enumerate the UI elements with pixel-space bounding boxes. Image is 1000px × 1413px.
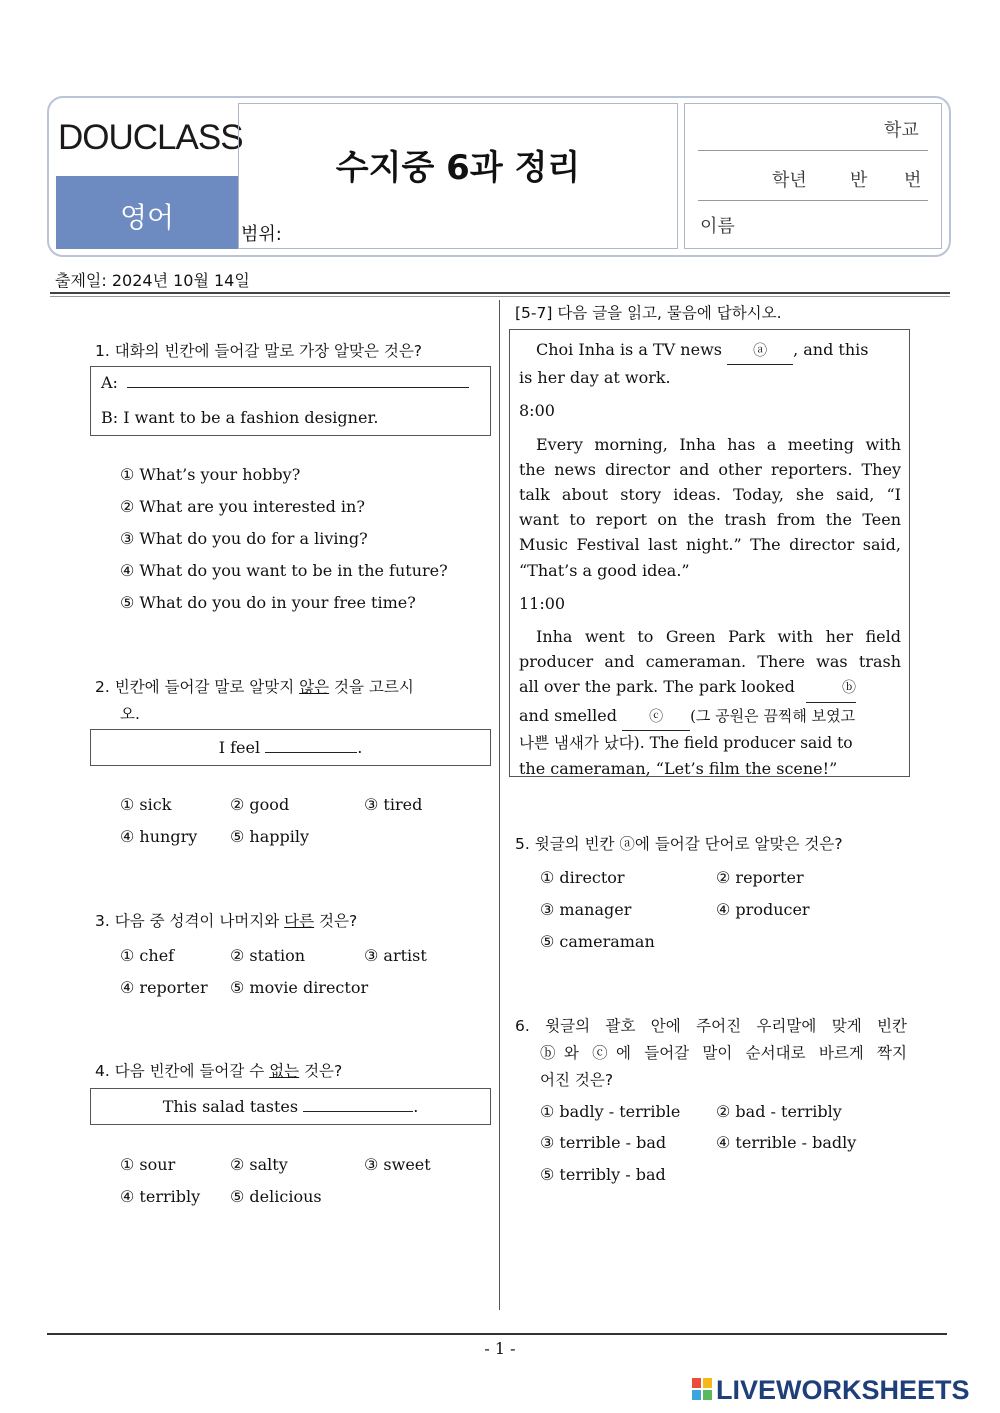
footer-rule bbox=[47, 1333, 947, 1335]
option[interactable]: ② station bbox=[230, 946, 306, 965]
passage-paragraph: Every morning, Inha has a meeting with the news director and other reporters. They talk about story ideas. Today, she said, “I want to report on the trash from the Teen Music Festival last night.” The director said, “That’s a good idea.” bbox=[519, 434, 901, 580]
option[interactable]: ① What’s your hobby? bbox=[120, 465, 301, 484]
option[interactable]: ① sick bbox=[120, 795, 172, 814]
question-2: 2. 빈칸에 들어갈 말로 알맞지 않은 것을 고르시 오. bbox=[95, 678, 414, 723]
question-1: 1. 대화의 빈칸에 들어갈 말로 가장 알맞은 것은? bbox=[95, 342, 423, 360]
exam-date: 출제일: 2024년 10월 14일 bbox=[55, 271, 250, 290]
header-rule bbox=[50, 292, 950, 294]
question-4: 4. 다음 빈칸에 들어갈 수 없는 것은? bbox=[95, 1062, 343, 1080]
option[interactable]: ③ tired bbox=[364, 795, 423, 814]
number-label: 번 bbox=[904, 170, 922, 191]
answer-blank[interactable] bbox=[127, 387, 469, 388]
header-rule bbox=[50, 296, 950, 297]
option[interactable]: ② What are you interested in? bbox=[120, 497, 365, 516]
option[interactable]: ⑤ What do you do in your free time? bbox=[120, 593, 416, 612]
sentence-box: This salad tastes . bbox=[90, 1088, 491, 1125]
option[interactable]: ⑤ terribly - bad bbox=[540, 1165, 666, 1184]
info-divider bbox=[698, 150, 928, 151]
options-list bbox=[120, 459, 448, 619]
blank-c[interactable]: ⓒ bbox=[622, 705, 690, 731]
school-label: 학교 bbox=[884, 120, 919, 141]
passage-paragraph: Inha went to Green Park with her field producer and cameraman. There was trash all over the park. The park looked ⓑ and smelled ⓒ (그 공원은 끔찍해 보였고 나쁜 냄새가 났다). The field producer said to the cameraman, “Let’s film the scene!” bbox=[519, 627, 901, 779]
option[interactable]: ⑤ delicious bbox=[230, 1187, 322, 1206]
grade-label: 학년 bbox=[772, 170, 807, 191]
option[interactable]: ① director bbox=[540, 868, 625, 887]
time-label: 11:00 bbox=[519, 593, 566, 613]
dialogue-box bbox=[90, 366, 491, 436]
passage-line: and smelled ⓒ (그 공원은 끔찍해 보였고 bbox=[519, 703, 901, 731]
answer-blank[interactable] bbox=[265, 734, 357, 753]
option[interactable]: ③ manager bbox=[540, 900, 632, 919]
option[interactable]: ② reporter bbox=[716, 868, 804, 887]
column-divider bbox=[499, 300, 500, 1310]
range-label: 범위: bbox=[241, 224, 282, 245]
option[interactable]: ② salty bbox=[230, 1155, 288, 1174]
option[interactable]: ④ What do you want to be in the future? bbox=[120, 561, 448, 580]
question-6: 6. 윗글의 괄호 안에 주어진 우리말에 맞게 빈칸 ⓑ와 ⓒ에 들어갈 말이 순서대로 바르게 짝지 어진 것은? bbox=[515, 1017, 907, 1089]
info-divider bbox=[698, 200, 928, 201]
passage-text bbox=[519, 337, 901, 781]
dialogue-line-a: A: bbox=[101, 373, 469, 392]
page-number: - 1 - bbox=[484, 1339, 516, 1358]
passage-line: all over the park. The park looked ⓑ bbox=[519, 674, 901, 702]
sentence-box: I feel . bbox=[90, 729, 491, 766]
option[interactable]: ④ terribly bbox=[120, 1187, 201, 1206]
blank-b[interactable]: ⓑ bbox=[806, 676, 856, 702]
liveworksheets-logo: LIVEWORKSHEETS bbox=[716, 1375, 970, 1405]
class-label: 반 bbox=[850, 170, 868, 191]
option[interactable]: ④ producer bbox=[716, 900, 810, 919]
passage-line: is her day at work. bbox=[519, 368, 671, 388]
passage-heading: [5-7] 다음 글을 읽고, 물음에 답하시오. bbox=[515, 304, 782, 322]
option[interactable]: ① chef bbox=[120, 946, 175, 965]
answer-blank[interactable] bbox=[303, 1093, 413, 1112]
option[interactable]: ① badly - terrible bbox=[540, 1102, 681, 1121]
option[interactable]: ⑤ cameraman bbox=[540, 932, 655, 951]
option[interactable]: ③ terrible - bad bbox=[540, 1133, 667, 1152]
question-3: 3. 다음 중 성격이 나머지와 다른 것은? bbox=[95, 912, 358, 930]
question-5: 5. 윗글의 빈칸 ⓐ에 들어갈 단어로 알맞은 것은? bbox=[515, 835, 843, 853]
time-label: 8:00 bbox=[519, 401, 555, 421]
option[interactable]: ④ hungry bbox=[120, 827, 198, 846]
option[interactable]: ⑤ movie director bbox=[230, 978, 369, 997]
option[interactable]: ④ reporter bbox=[120, 978, 208, 997]
option[interactable]: ② good bbox=[230, 795, 290, 814]
option[interactable]: ① sour bbox=[120, 1155, 176, 1174]
option[interactable]: ⑤ happily bbox=[230, 827, 310, 846]
name-label: 이름 bbox=[700, 216, 735, 237]
option[interactable]: ② bad - terribly bbox=[716, 1102, 842, 1121]
option[interactable]: ③ sweet bbox=[364, 1155, 431, 1174]
blank-a[interactable]: ⓐ bbox=[727, 339, 793, 365]
passage-line: Choi Inha is a TV news ⓐ , and this bbox=[519, 337, 901, 365]
worksheet-title: 수지중 6과 정리 bbox=[335, 148, 581, 188]
option[interactable]: ③ artist bbox=[364, 946, 427, 965]
option[interactable]: ④ terrible - badly bbox=[716, 1133, 857, 1152]
liveworksheets-icon bbox=[692, 1378, 712, 1400]
brand-logo-text: DOUCLASS bbox=[58, 118, 243, 157]
subject-label: 영어 bbox=[119, 201, 175, 234]
dialogue-line-b: B: I want to be a fashion designer. bbox=[101, 408, 379, 427]
option[interactable]: ③ What do you do for a living? bbox=[120, 529, 368, 548]
